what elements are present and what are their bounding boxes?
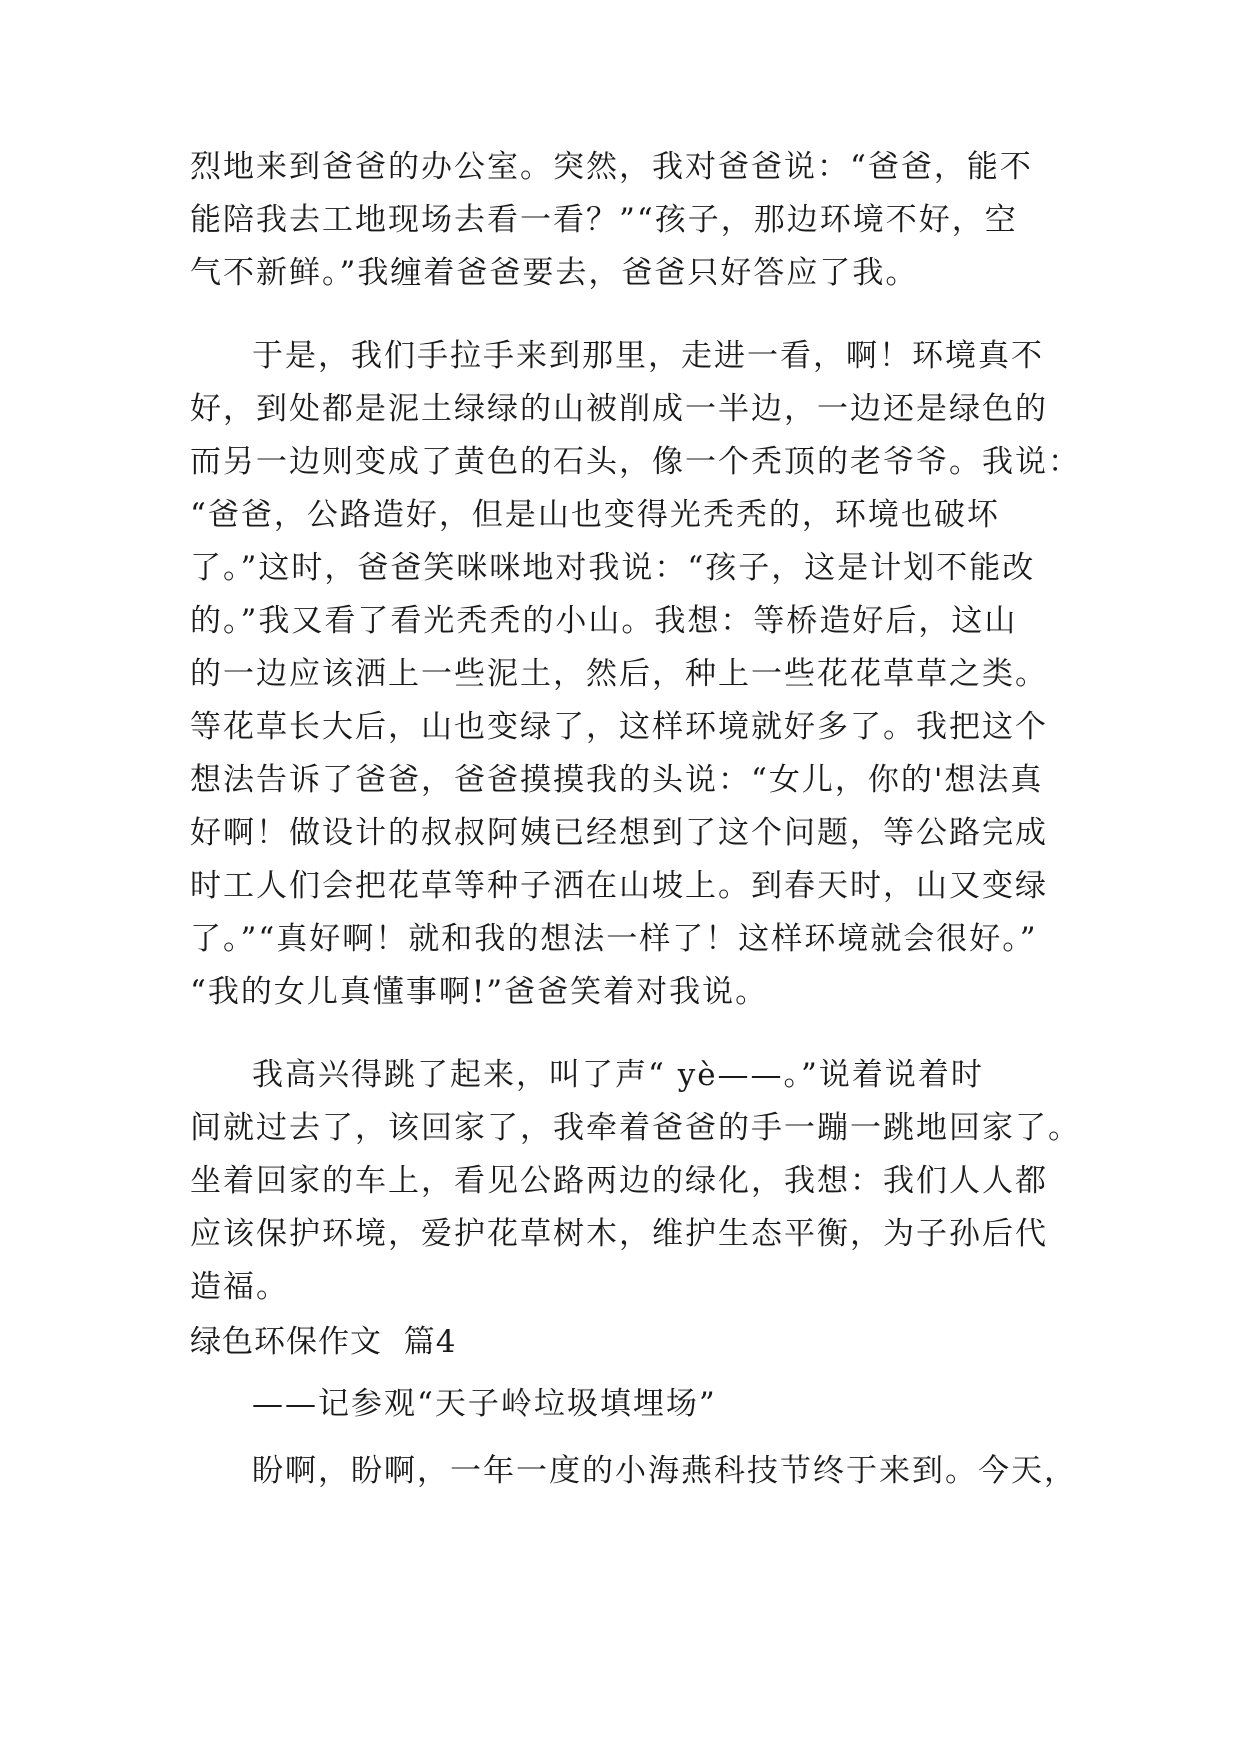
text-line: 烈地来到爸爸的办公室。突然，我对爸爸说：“爸爸，能不: [190, 149, 1033, 185]
text-line: 坐着回家的车上，看见公路两边的绿化，我想：我们人人都: [190, 1163, 1048, 1199]
text-line: 的一边应该洒上一些泥土，然后，种上一些花花草草之类。: [190, 656, 1048, 692]
text-line: 盼啊，盼啊，一年一度的小海燕科技节终于来到。今天，: [252, 1453, 1077, 1489]
text-line: 间就过去了，该回家了，我牵着爸爸的手一蹦一跳地回家了。: [190, 1110, 1081, 1146]
text-line: “我的女儿真懂事啊!”爸爸笑着对我说。: [190, 974, 769, 1010]
text-line: 能陪我去工地现场去看一看？”“孩子，那边环境不好，空: [190, 202, 1018, 238]
text-line: 好啊！做设计的叔叔阿姨已经想到了这个问题，等公路完成: [190, 815, 1048, 851]
section-subtitle: ——记参观“天子岭垃圾填埋场”: [252, 1386, 717, 1422]
text-line: 气不新鲜。”我缠着爸爸要去，爸爸只好答应了我。: [190, 255, 919, 291]
text-line: “爸爸，公路造好，但是山也变得光秃秃的，环境也破坏: [190, 497, 1000, 533]
text-line: 了。”这时，爸爸笑咪咪地对我说：“孩子，这是计划不能改: [190, 550, 1036, 586]
text-line: 应该保护环境，爱护花草树木，维护生态平衡，为子孙后代: [190, 1216, 1048, 1252]
text-line: 造福。: [190, 1269, 289, 1305]
text-line: 了。”“真好啊！就和我的想法一样了！这样环境就会很好。”: [190, 921, 1038, 957]
text-line: 想法告诉了爸爸，爸爸摸摸我的头说：“女儿，你的'想法真: [190, 762, 1044, 798]
section-heading: 绿色环保作文 篇4: [190, 1324, 457, 1360]
text-line: 于是，我们手拉手来到那里，走进一看，啊！环境真不: [252, 338, 1044, 374]
text-line: 时工人们会把花草等种子洒在山坡上。到春天时，山又变绿: [190, 868, 1048, 904]
text-line: 的。”我又看了看光秃秃的小山。我想：等桥造好后，这山: [190, 603, 1018, 639]
text-line: 我高兴得跳了起来，叫了声“ yè——。”说着说着时: [252, 1057, 984, 1093]
text-line: 而另一边则变成了黄色的石头，像一个秃顶的老爷爷。我说：: [190, 444, 1081, 480]
text-line: 等花草长大后，山也变绿了，这样环境就好多了。我把这个: [190, 709, 1048, 745]
text-line: 好，到处都是泥土绿绿的山被削成一半边，一边还是绿色的: [190, 391, 1048, 427]
